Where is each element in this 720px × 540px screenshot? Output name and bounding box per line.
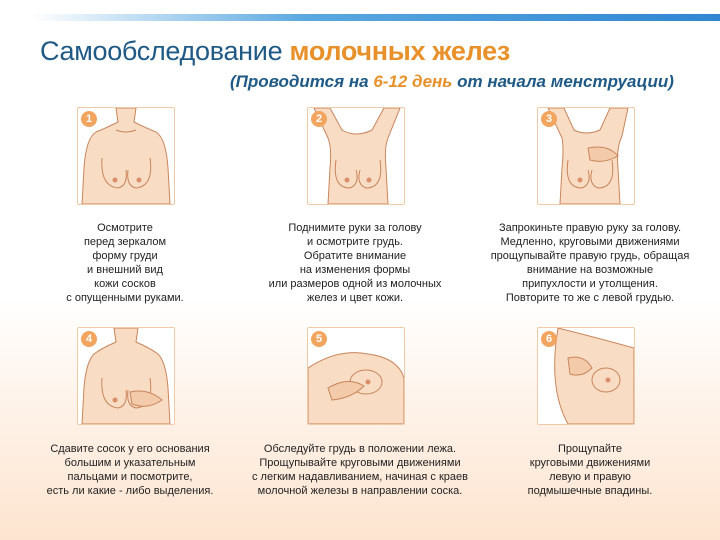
title-accent: молочных желез [289,36,510,66]
step-6-number: 6 [541,331,557,347]
step-2-caption: Поднимите руки за голову и осмотрите грудь. Обратите внимание на изменения формы или размеров одной из молочных желез и цвет кожи. [268,222,442,304]
page-subtitle [230,72,674,92]
top-accent-bar [32,14,720,21]
step-1-caption: Осмотрите перед зеркалом форму груди и внешний вид кожи сосков с опущенными руками. [66,222,184,304]
subtitle-text-end: от начала менструации) [452,72,674,91]
step-2-illustration [307,107,405,205]
step-5-caption: Обследуйте грудь в положении лежа. Прощупывайте круговыми движениями с легким надавливанием, начиная с краев молочной железы в направлении соска. [251,443,468,497]
step-6-illustration [537,327,635,425]
step-6-caption: Прощупайте круговыми движениями левую и правую подмышечные впадины. [527,443,653,497]
subtitle-text-start: (Проводится на [230,72,374,91]
step-5-illustration [307,327,405,425]
step-1-number: 1 [81,111,97,127]
step-3-caption: Запрокиньте правую руку за голову. Медленно, круговыми движениями прощупывайте правую грудь, обращая внимание на возможные припухлости и утолщения. Повторите то же с левой грудью. [490,222,690,304]
step-3-number: 3 [541,111,557,127]
step-4-number: 4 [81,331,97,347]
page-title [40,36,510,67]
step-4-illustration [77,327,175,425]
step-3-illustration [537,107,635,205]
step-2-number: 2 [311,111,327,127]
subtitle-days: 6-12 день [373,72,453,91]
step-4-caption: Сдавите сосок у его основания большим и указательным пальцами и посмотрите, есть ли какие - либо выделения. [46,443,214,497]
step-1-illustration [77,107,175,205]
title-text: Самообследование [40,36,290,66]
step-5-number: 5 [311,331,327,347]
